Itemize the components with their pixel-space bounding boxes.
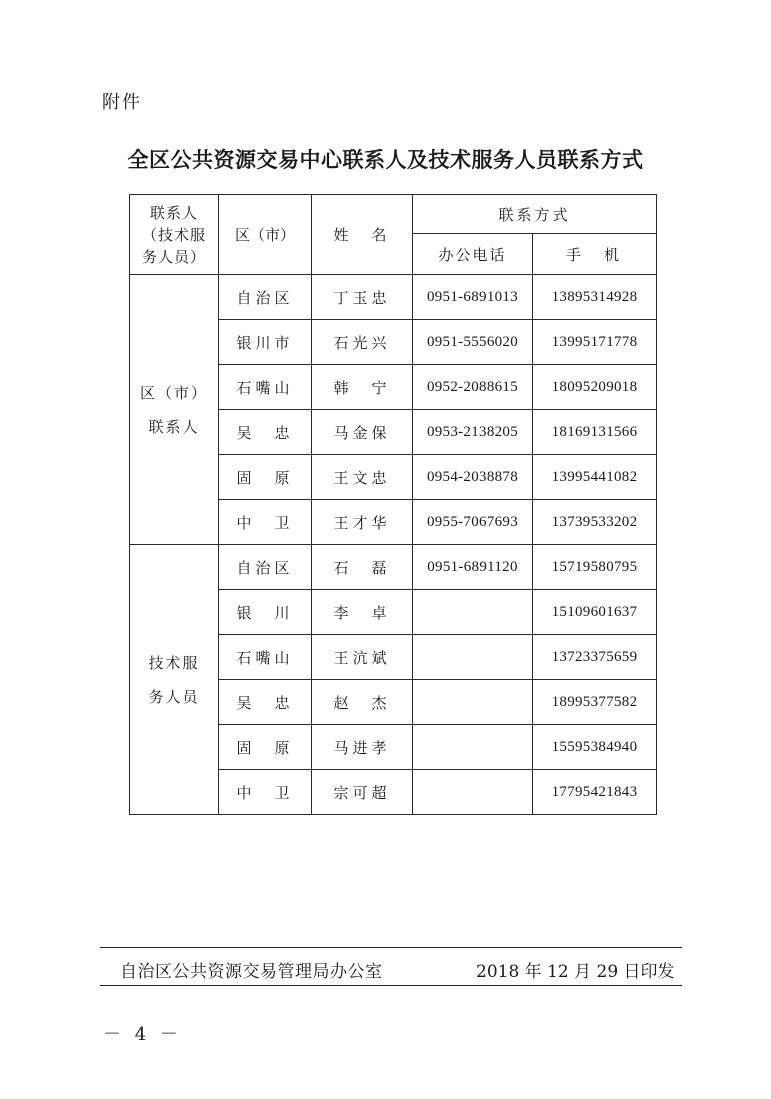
group-label — [130, 275, 219, 545]
district-cell: 吴 忠 — [219, 410, 312, 455]
office-phone-cell: 0955-7067693 — [413, 500, 533, 545]
mobile-cell: 18095209018 — [533, 365, 657, 410]
mobile-cell: 17795421843 — [533, 770, 657, 815]
office-phone-cell — [413, 770, 533, 815]
header-role-line: 联系人 — [149, 203, 198, 222]
district-cell: 中 卫 — [219, 770, 312, 815]
district-cell: 中 卫 — [219, 500, 312, 545]
office-phone-cell: 0953-2138205 — [413, 410, 533, 455]
footer-rule-top — [100, 947, 682, 948]
office-phone-cell — [413, 635, 533, 680]
footer-issuer: 自治区公共资源交易管理局办公室 — [120, 962, 383, 982]
district-cell: 银 川 — [219, 590, 312, 635]
mobile-cell: 15595384940 — [533, 725, 657, 770]
name-cell: 韩 宁 — [312, 365, 413, 410]
name-cell: 李 卓 — [312, 590, 413, 635]
footer-rule-bottom — [100, 985, 682, 986]
mobile-cell: 13995171778 — [533, 320, 657, 365]
name-cell: 石光兴 — [312, 320, 413, 365]
mobile-cell: 15719580795 — [533, 545, 657, 590]
district-cell: 自治区 — [219, 545, 312, 590]
header-role-line: （技术服 — [141, 225, 206, 244]
district-cell: 自治区 — [219, 275, 312, 320]
mobile-cell: 15109601637 — [533, 590, 657, 635]
name-cell: 宗可超 — [312, 770, 413, 815]
group-label-line: 区（市） — [139, 383, 208, 402]
header-district: 区（市） — [219, 195, 312, 275]
district-cell: 石嘴山 — [219, 365, 312, 410]
table-row — [130, 275, 657, 320]
header-role — [130, 195, 219, 275]
district-cell: 固 原 — [219, 725, 312, 770]
header-name: 姓 名 — [312, 195, 413, 275]
office-phone-cell: 0954-2038878 — [413, 455, 533, 500]
group-label-line: 联系人 — [148, 417, 200, 436]
district-cell: 银川市 — [219, 320, 312, 365]
name-cell: 马进孝 — [312, 725, 413, 770]
header-office-phone: 办公电话 — [413, 234, 533, 275]
contacts-table-body — [130, 195, 657, 815]
header-mobile: 手 机 — [533, 234, 657, 275]
mobile-cell: 18169131566 — [533, 410, 657, 455]
name-cell: 王文忠 — [312, 455, 413, 500]
name-cell: 王沆斌 — [312, 635, 413, 680]
district-cell: 吴 忠 — [219, 680, 312, 725]
group-label-line: 技术服 — [148, 653, 200, 672]
mobile-cell: 13895314928 — [533, 275, 657, 320]
office-phone-cell: 0952-2088615 — [413, 365, 533, 410]
table-row — [130, 545, 657, 590]
name-cell: 赵 杰 — [312, 680, 413, 725]
attachment-label: 附件 — [102, 92, 142, 113]
district-cell: 固 原 — [219, 455, 312, 500]
footer-date: 2018 年 12 月 29 日印发 — [476, 962, 675, 982]
name-cell: 石 磊 — [312, 545, 413, 590]
name-cell: 马金保 — [312, 410, 413, 455]
office-phone-cell: 0951-5556020 — [413, 320, 533, 365]
page-number: － 4 － — [103, 1024, 182, 1045]
district-cell: 石嘴山 — [219, 635, 312, 680]
header-role-line: 务人员） — [141, 247, 206, 266]
office-phone-cell — [413, 680, 533, 725]
mobile-cell: 18995377582 — [533, 680, 657, 725]
office-phone-cell — [413, 590, 533, 635]
group-label — [130, 545, 219, 815]
header-row-1 — [130, 195, 657, 234]
mobile-cell: 13995441082 — [533, 455, 657, 500]
office-phone-cell: 0951-6891120 — [413, 545, 533, 590]
name-cell: 王才华 — [312, 500, 413, 545]
group-label-line: 务人员 — [148, 687, 200, 706]
office-phone-cell — [413, 725, 533, 770]
document-title: 全区公共资源交易中心联系人及技术服务人员联系方式 — [127, 147, 644, 172]
header-contact-method: 联系方式 — [413, 195, 657, 234]
mobile-cell: 13723375659 — [533, 635, 657, 680]
mobile-cell: 13739533202 — [533, 500, 657, 545]
name-cell: 丁玉忠 — [312, 275, 413, 320]
office-phone-cell: 0951-6891013 — [413, 275, 533, 320]
contacts-table — [129, 194, 657, 815]
